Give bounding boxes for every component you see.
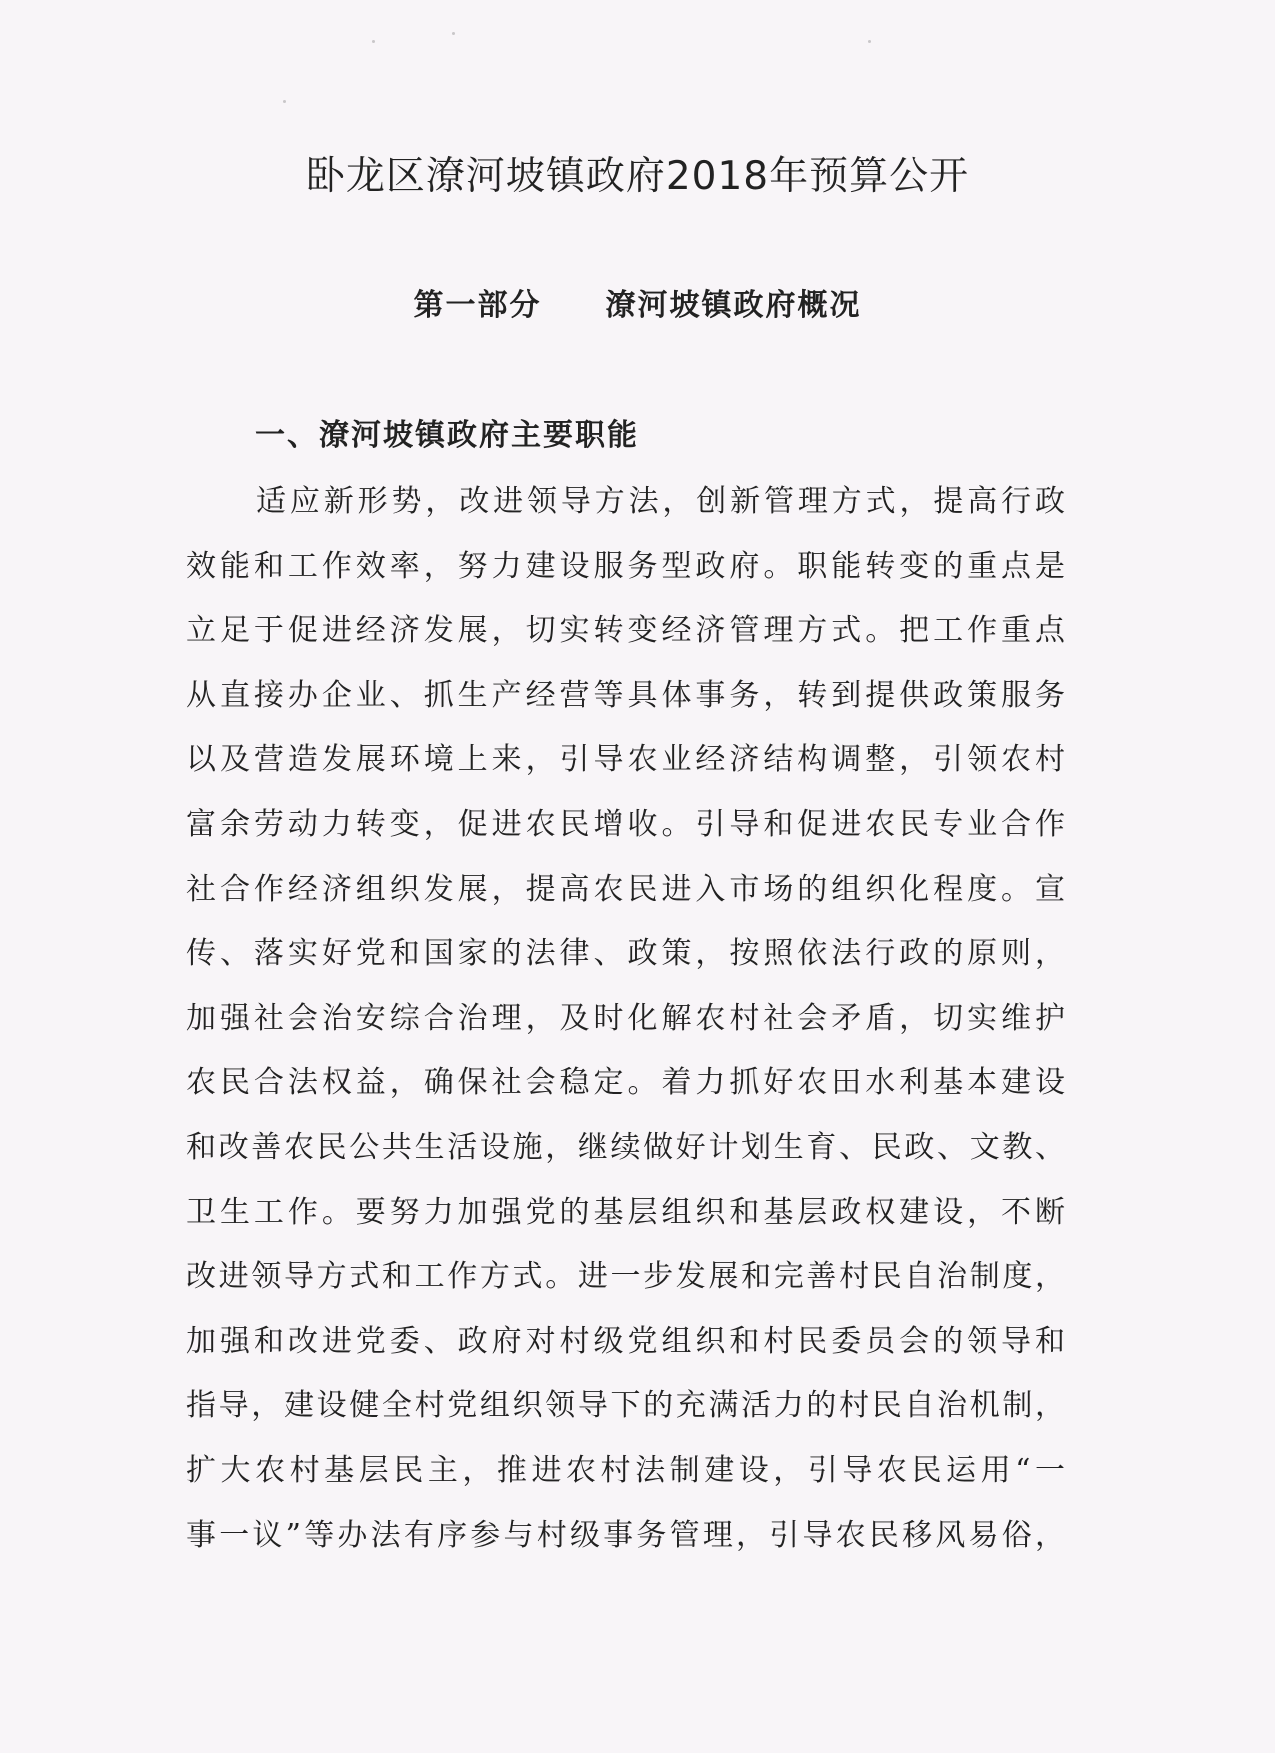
paragraph-line: 指导，建设健全村党组织领导下的充满活力的村民自治机制， — [186, 1388, 1066, 1424]
paragraph-line: 改进领导方式和工作方式。进一步发展和完善村民自治制度， — [186, 1259, 1066, 1295]
paragraph-line: 传、落实好党和国家的法律、政策，按照依法行政的原则， — [186, 936, 1066, 972]
paragraph-line: 适应新形势，改进领导方法，创新管理方式，提高行政 — [256, 484, 1066, 519]
paragraph-line: 农民合法权益，确保社会稳定。着力抓好农田水利基本建设 — [186, 1065, 1066, 1101]
paragraph-line: 和改善农民公共生活设施，继续做好计划生育、民政、文教、 — [186, 1129, 1066, 1165]
paragraph-line: 效能和工作效率，努力建设服务型政府。职能转变的重点是 — [186, 548, 1066, 584]
paragraph-line: 社合作经济组织发展，提高农民进入市场的组织化程度。宣 — [186, 871, 1066, 907]
paragraph-line: 扩大农村基层民主，推进农村法制建设，引导农民运用“一 — [186, 1452, 1066, 1488]
part-name: 潦河坡镇政府概况 — [605, 288, 862, 323]
scan-speck — [452, 32, 455, 35]
paragraph-line: 以及营造发展环境上来，引导农业经济结构调整，引领农村 — [186, 742, 1066, 778]
scan-speck — [868, 40, 871, 43]
paragraph-line: 加强社会治安综合治理，及时化解农村社会矛盾，切实维护 — [186, 1000, 1066, 1036]
paragraph-line: 加强和改进党委、政府对村级党组织和村民委员会的领导和 — [186, 1323, 1066, 1359]
document-title: 卧龙区潦河坡镇政府2018年预算公开 — [305, 154, 970, 199]
scan-speck — [372, 40, 375, 43]
paragraph-line: 立足于促进经济发展，切实转变经济管理方式。把工作重点 — [186, 613, 1066, 649]
paragraph-line: 从直接办企业、抓生产经营等具体事务，转到提供政策服务 — [186, 677, 1066, 713]
part-heading — [0, 280, 1275, 324]
paragraph-line: 富余劳动力转变，促进农民增收。引导和促进农民专业合作 — [186, 806, 1066, 842]
scan-speck — [283, 100, 286, 103]
part-number: 第一部分 — [413, 288, 542, 323]
body-paragraph — [186, 470, 1066, 1568]
paragraph-line: 事一议”等办法有序参与村级事务管理，引导农民移风易俗， — [186, 1517, 1066, 1553]
paragraph-line: 卫生工作。要努力加强党的基层组织和基层政权建设，不断 — [186, 1194, 1066, 1230]
section-heading: 一、潦河坡镇政府主要职能 — [255, 418, 639, 453]
